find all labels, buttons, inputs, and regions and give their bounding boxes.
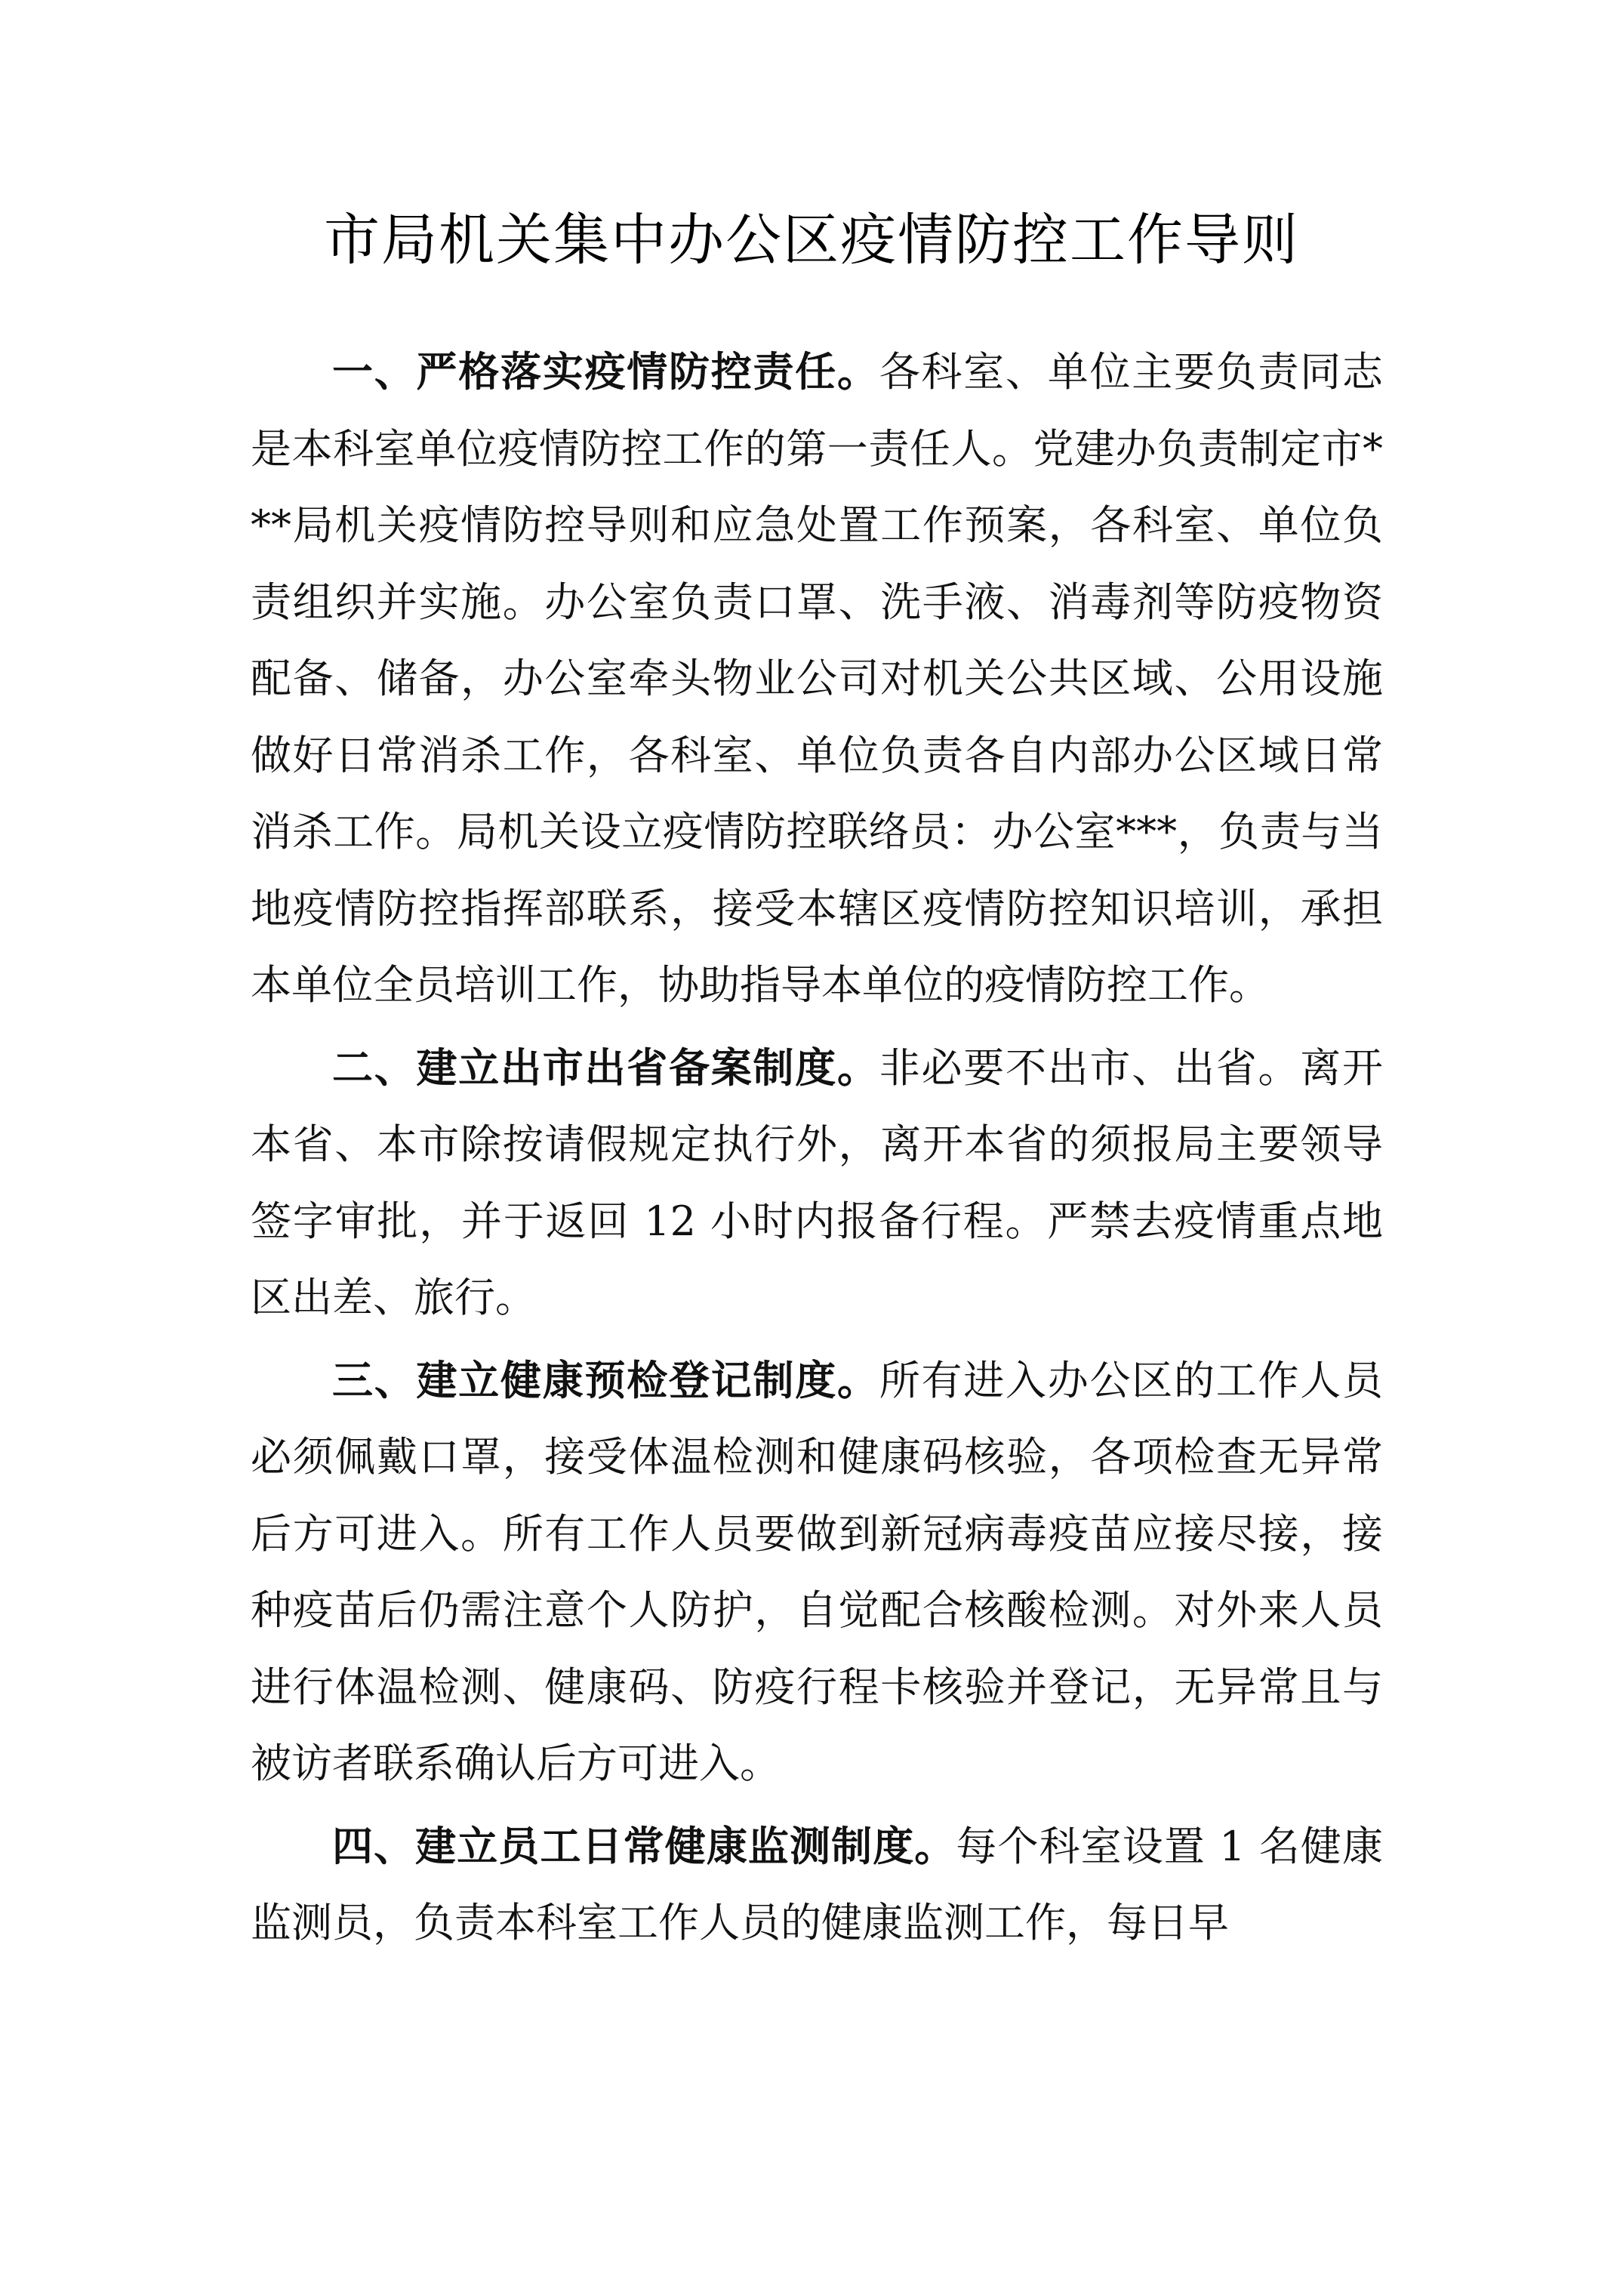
document-body [251,334,1383,1962]
paragraph-responsibility [251,334,1383,1024]
paragraph-health-precheck [251,1342,1383,1802]
paragraph-health-monitoring [251,1808,1383,1962]
paragraph-travel-filing [251,1030,1383,1336]
paragraph-text: 各科室、单位主要负责同志是本科室单位疫情防控工作的第一责任人。党建办负责制定市***局机关疫情防控导则和应急处置工作预案，各科室、单位负责组织并实施。办公室负责口罩、洗手液、消毒剂等防疫物资配备、储备，办公室牵头物业公司对机关公共区域、公用设施做好日常消杀工作，各科室、单位负责各自内部办公区域日常消杀工作。局机关设立疫情防控联络员：办公室***，负责与当地疫情防控指挥部联系，接受本辖区疫情防控知识培训，承担本单位全员培训工作，协助指导本单位的疫情防控工作。 [251,348,1383,1009]
paragraph-text: 每个科室设置 1 名健康监测员，负责本科室工作人员的健康监测工作，每日早 [251,1822,1384,1946]
paragraph-heading: 三、建立健康预检登记制度。 [332,1356,879,1404]
paragraph-heading: 四、建立员工日常健康监测制度。 [332,1822,956,1870]
paragraph-text: 所有进入办公区的工作人员必须佩戴口罩，接受体温检测和健康码核验，各项检查无异常后方可进入。所有工作人员要做到新冠病毒疫苗应接尽接，接种疫苗后仍需注意个人防护，自觉配合核酸检测。对外来人员进行体温检测、健康码、防疫行程卡核验并登记，无异常且与被访者联系确认后方可进入。 [251,1356,1383,1787]
paragraph-text: 非必要不出市、出省。离开本省、本市除按请假规定执行外，离开本省的须报局主要领导签字审批，并于返回 12 小时内报备行程。严禁去疫情重点地区出差、旅行。 [251,1043,1383,1321]
paragraph-heading: 一、严格落实疫情防控责任。 [332,348,879,396]
document-title: 市局机关集中办公区疫情防控工作导则 [324,208,1299,273]
paragraph-heading: 二、建立出市出省备案制度。 [332,1043,879,1092]
